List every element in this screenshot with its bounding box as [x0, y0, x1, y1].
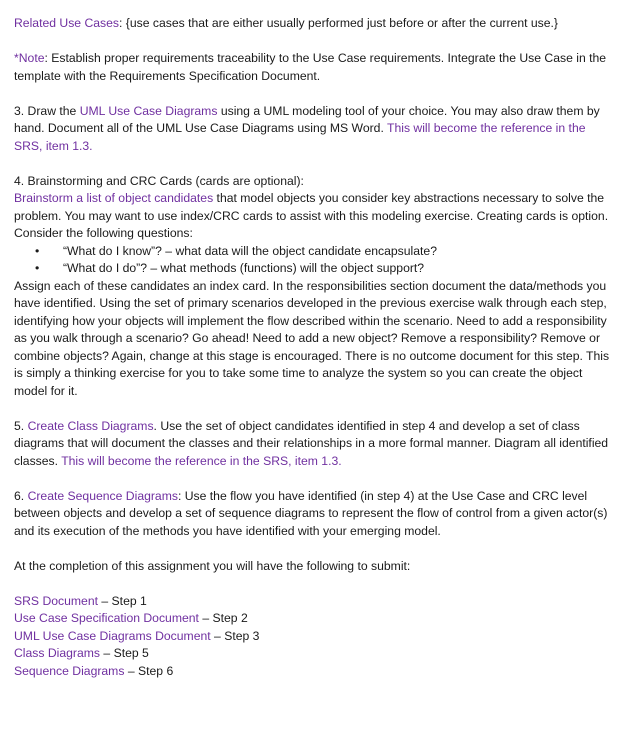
step4-text: that model objects you consider key abstractions necessary to solve the problem. You may want to use index/CRC cards to assist with this modeling exercise. Creating cards is option. Consider the following questions:: [14, 191, 609, 240]
step3-text: using a UML modeling tool of your choice. You may also draw them by hand. Document all of the UML Use Case Diagrams using MS Word.: [14, 103, 600, 135]
deliverable-name: Sequence Diagrams: [14, 663, 125, 678]
deliverable-step: – Step 1: [98, 593, 147, 608]
step3-highlight: This will become the reference in the SRS, item 1.3.: [14, 121, 586, 153]
deliverable-item: [14, 593, 610, 611]
deliverable-item: [14, 610, 610, 628]
step5-highlight: This will become the reference in the SRS, item 1.3.: [61, 453, 342, 468]
step4-link: Brainstorm a list of object candidates: [14, 191, 214, 205]
list-item-text: “What do I know”? – what data will the object candidate encapsulate?: [63, 243, 437, 258]
step6-pre: 6.: [14, 488, 28, 503]
question-list: [14, 243, 610, 278]
step4-paragraph: Assign each of these candidates an index card. In the responsibilities section document the data/methods you have identified. Using the set of primary scenarios developed in the previous exercise walk through each step, identifying how your objects will implement the flow described within the scenario. Need to add a responsibility as you walk through a scenario? Go ahead! Need to add a new object? Remove a responsibility? Remove or combine objects? Again, change at this stage is encouraged. There is no outcome document for this step. This is simply a thinking exercise for you to take some time to analyze the system so you can create the object model for it.: [14, 278, 610, 398]
deliverable-name: SRS Document: [14, 593, 98, 608]
related-use-cases: [14, 15, 610, 33]
step3-link: UML Use Case Diagrams: [79, 103, 218, 118]
step4-intro: [14, 190, 610, 243]
note-text: : Establish proper requirements traceability to the Use Case requirements. Integrate the Use Case in the template with the Requirements Specification Document.: [14, 51, 607, 83]
bullet-icon: •: [35, 243, 40, 258]
related-use-cases-label: Related Use Cases: [14, 16, 119, 30]
deliverable-item: [14, 628, 610, 646]
step5-link: Create Class Diagrams: [27, 418, 154, 433]
deliverable-item: [14, 645, 610, 663]
step5-text: . Use the set of object candidates identified in step 4 and develop a set of class diagrams that will document the classes and their relationships in a more formal manner. Diagram all identified classes.: [14, 418, 609, 468]
list-item-text: “What do I do”? – what methods (functions) will the object support?: [63, 261, 425, 275]
step4-heading: 4. Brainstorming and CRC Cards (cards are optional):: [14, 173, 304, 188]
deliverable-step: – Step 5: [100, 646, 149, 660]
note-paragraph: [14, 50, 610, 85]
deliverable-name: Use Case Specification Document: [14, 611, 199, 625]
step6-link: Create Sequence Diagrams: [27, 488, 178, 503]
step6-text: : Use the flow you have identified (in step 4) at the Use Case and CRC level between objects and develop a set of sequence diagrams to represent the flow of control from a given actor(s) and its execution of the methods you have identified with your emerging model.: [14, 488, 608, 538]
bullet-icon: •: [35, 261, 40, 275]
step5-paragraph: [14, 418, 610, 471]
deliverable-step: – Step 2: [198, 611, 248, 625]
note-label: *Note: [14, 51, 45, 65]
related-use-cases-text: : {use cases that are either usually performed just before or after the current use.}: [119, 16, 558, 30]
step3-paragraph: [14, 103, 610, 156]
step3-pre: 3. Draw the: [14, 103, 80, 118]
deliverable-name: Class Diagrams: [14, 646, 101, 660]
list-item: [14, 243, 610, 261]
deliverable-item: [14, 663, 610, 681]
list-item: [14, 260, 610, 278]
deliverable-name: UML Use Case Diagrams Document: [14, 628, 211, 643]
completion-text: At the completion of this assignment you will have the following to submit:: [14, 558, 411, 573]
step6-paragraph: [14, 488, 610, 541]
deliverables-list: [14, 593, 610, 681]
deliverable-step: – Step 6: [124, 663, 174, 678]
deliverable-step: – Step 3: [210, 628, 260, 643]
step5-pre: 5.: [14, 418, 28, 433]
